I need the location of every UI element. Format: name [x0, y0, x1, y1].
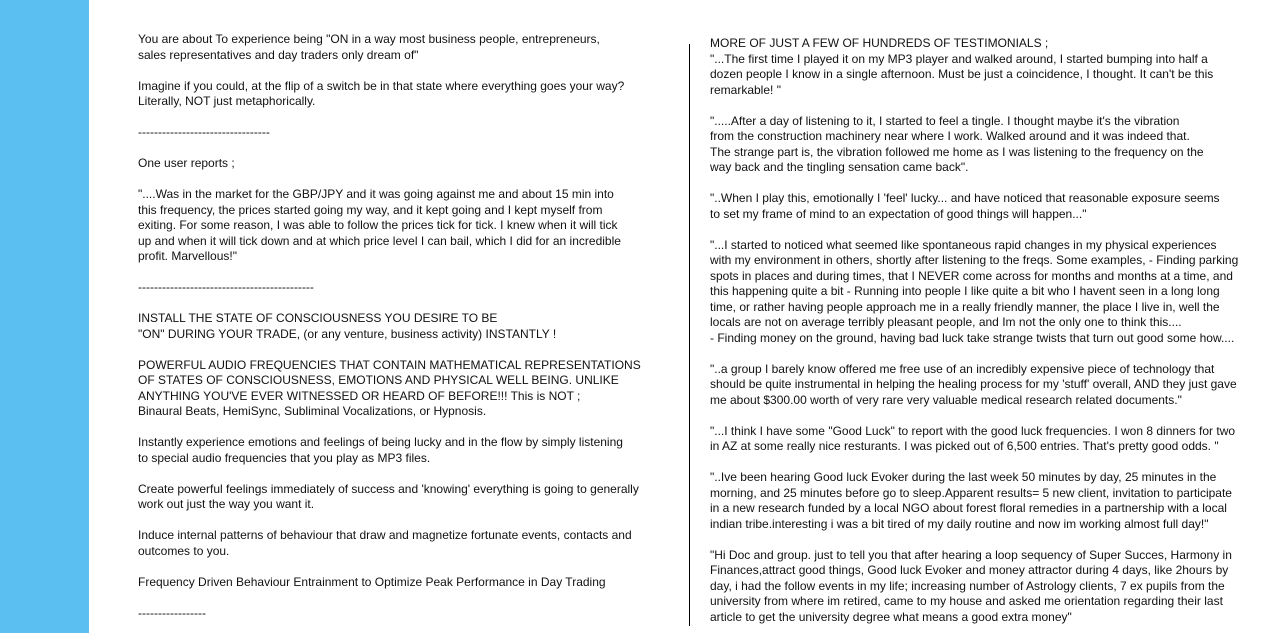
left-paragraph: Imagine if you could, at the flip of a switch be in that state where everything goes your way? Literally, NOT just metaphorically. [138, 78, 625, 108]
user-report-quote: "....Was in the market for the GBP/JPY and it was going against me and about 15 min into this frequency, the prices started going my way, and it kept going and I kept myself from exiting. For some reason, I was able to follow the prices tick for tick. I knew when it will tick up and when it will tick down and at which price level I can bail, which I did for an incredible profit. Marvellous!" [138, 187, 621, 263]
testimonial: "..Ive been hearing Good luck Evoker during the last week 50 minutes by day, 25 minutes in the morning, and 25 minutes before go to sleep.Apparent results= 5 new client, invitation to participate in a new research funded by a local NGO about forest floral remedies in a partnership with a local indian tribe.interesting i was a bit tired of my daily routine and now im working almost full day!" [710, 470, 1232, 531]
left-paragraph: Induce internal patterns of behaviour that draw and magnetize fortunate events, contacts and outcomes to you. [138, 528, 632, 558]
testimonial: "Hi Doc and group. just to tell you that after hearing a loop sequency of Super Succes, Harmony in Finances,attract good things, Good luck Evoker and money attractor during 4 days, like 2hours by day, i had the follow events in my life; increasing number of Astrology clients, 7 ex pupils from the university from where im retired, came to my house and asked me orientation regarding their last article to get the university degree what means a good extra money" [710, 547, 1232, 624]
left-paragraph: POWERFUL AUDIO FREQUENCIES THAT CONTAIN MATHEMATICAL REPRESENTATIONS OF STATES OF CONSCIOUSNESS, EMOTIONS AND PHYSICAL WELL BEING. UNLIKE ANYTHING YOU'VE EVER WITNESSED OR HEARD OF BEFORE!!! This is NOT ; Binaural Beats, HemiSync, Subliminal Vocalizations, or Hypnosis. [138, 357, 641, 418]
separator-line: --------------------------------- [138, 125, 270, 139]
testimonial: "...The first time I played it on my MP3 player and walked around, I started bumping into half a dozen people I know in a single afternoon. Must be just a coincidence, I thought. It can't be this remarkable! " [710, 51, 1214, 97]
right-column [710, 36, 1275, 641]
separator-line: -------------------------------------------- [138, 280, 314, 294]
separator-line: ----------------- [138, 605, 206, 620]
testimonial: "...I started to noticed what seemed like spontaneous rapid changes in my physical experiences with my environment in others, shortly after listening to the freqs. Some examples, - Finding parking spots in places and during times, that I NEVER come across for months and months at a time, and this happening quite a bit - Running into people I like quite a bit who I havent seen in a long long time, or rather having people approach me in a really friendly manner, the place I live in, well the locals are not on average terribly pleasant people, and Im not the only one to think this.... - Finding money on the ground, having bad luck take strange twists that turn out good some how.... [710, 237, 1239, 345]
testimonials-heading: MORE OF JUST A FEW OF HUNDREDS OF TESTIMONIALS ; [710, 36, 1049, 50]
left-column [138, 32, 678, 637]
left-paragraph: Instantly experience emotions and feelings of being lucky and in the flow by simply listening to special audio frequencies that you play as MP3 files. [138, 435, 623, 465]
left-paragraph: You are about To experience being "ON in a way most business people, entrepreneurs, sales representatives and day traders only dream of" [138, 32, 600, 62]
left-paragraph: Frequency Driven Behaviour Entrainment to Optimize Peak Performance in Day Trading [138, 574, 606, 589]
testimonial: "..a group I barely know offered me free use of an incredibly expensive piece of technology that should be quite instrumental in helping the healing process for my 'stuff' overall, AND they just gave me about $300.00 worth of very rare very valuable medical research related documents." [710, 361, 1237, 407]
left-paragraph: One user reports ; [138, 156, 235, 170]
testimonial: "..When I play this, emotionally I 'feel' lucky... and have noticed that reasonable exposure seems to set my frame of mind to an expectation of good things will happen..." [710, 191, 1220, 221]
install-heading: INSTALL THE STATE OF CONSCIOUSNESS YOU DESIRE TO BE "ON" DURING YOUR TRADE, (or any venture, business activity) INSTANTLY ! [138, 311, 557, 341]
testimonial: "...I think I have some "Good Luck" to report with the good luck frequencies. I won 8 dinners for two in AZ at some really nice resturants. I was picked out of 6,500 entries. That's pretty good odds. " [710, 423, 1236, 453]
left-paragraph: Create powerful feelings immediately of success and 'knowing' everything is going to generally work out just the way you want it. [138, 481, 639, 511]
left-blue-sidebar [0, 0, 89, 633]
testimonial: ".....After a day of listening to it, I started to feel a tingle. I thought maybe it's the vibration from the construction machinery near where I work. Walked around and it was indeed that. The strange part is, the vibration followed me home as I was listening to the frequency on the way back and the tingling sensation came back". [710, 113, 1204, 174]
column-divider [689, 44, 690, 626]
